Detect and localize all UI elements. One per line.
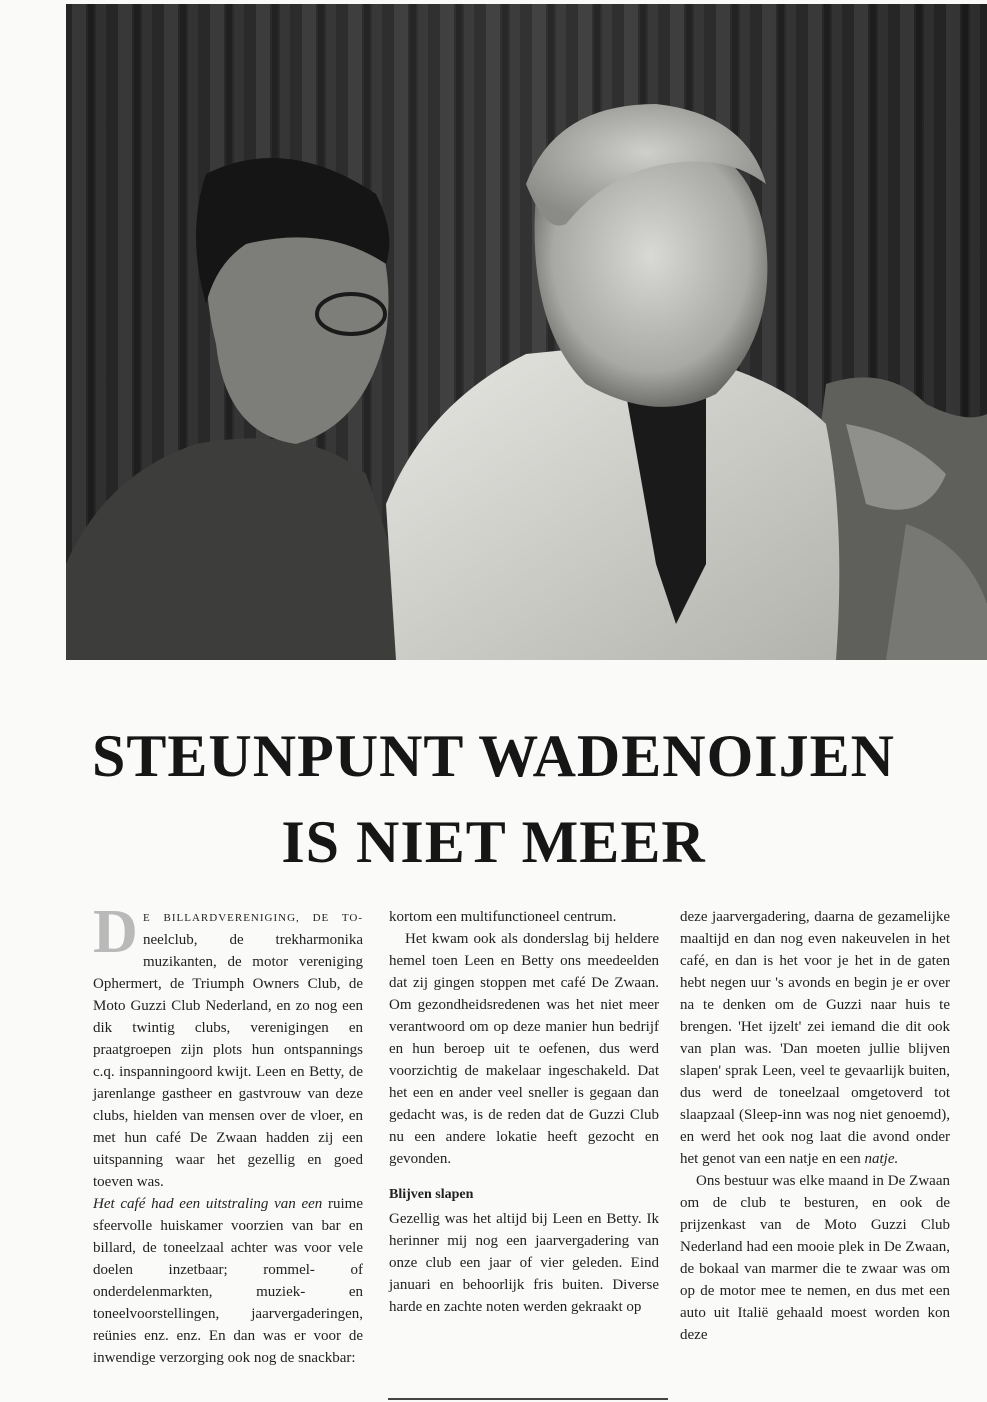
article-column-1 [93, 898, 363, 1369]
photo-of-couple-icon [66, 4, 987, 660]
title-line-2: IS NIET MEER [281, 809, 706, 876]
italic-end: natje. [864, 1151, 899, 1167]
divider [388, 1398, 668, 1400]
title-line-1: STEUNPUNT WADENOIJEN [92, 723, 895, 790]
article-column-3 [680, 906, 950, 1346]
article-column-2 [389, 906, 659, 1318]
header-photo [66, 4, 987, 660]
paragraph-text: ruime sfeervolle huiskamer voorzien van bar en billard, de toneelzaal achter was voor vele doelen inzetbaar; rommel- of onderdelenmarkten, muziek- en toneelvoorstellingen, jaarvergaderingen, reünies enz. enz. En dan was er voor de inwendige verzorging ook nog de snackbar: [93, 1196, 363, 1366]
paragraph: Het kwam ook als donderslag bij heldere hemel toen Leen en Betty ons meedeelden dat zij gingen stoppen met café De Zwaan. Om gezondheidsredenen was het niet meer verantwoord om op deze manier hun bedrijf en hun beroep uit te oefenen, dus werd voorzichtig de makelaar ingeschakeld. Dat het een en ander veel sneller is gegaan dan gedacht was, is de reden dat de Guzzi Club nu een andere lokatie heeft gezocht en gevonden. [389, 931, 659, 1167]
lead-smallcaps: E BILLARDVERENIGING, DE TO- [143, 912, 363, 924]
paragraph: Gezellig was het altijd bij Leen en Betty. Ik herinner mij nog een jaarvergadering van onze club een jaar of vier geleden. Eind januari en behoorlijk fris buiten. Diverse harde en zachte noten werden gekraakt op [389, 1211, 659, 1315]
page-title [0, 721, 987, 877]
paragraph-text: deze jaarvergadering, daarna de gezamelijke maaltijd en dan nog even nakeuvelen in het café, en dan is het voor je het in de gaten hebt negen uur 's avonds en begin je er over na te denken om de Guzzi naar huis te brengen. 'Het ijzelt' zei iemand die dit ook van plan was. 'Dan moeten jullie blijven slapen' sprak Leen, veel te gevaarlijk buiten, dus werd de toneelzaal omgetoverd tot slaapzaal (Sleep-inn was nog niet genoemd), en werd het ook nog laat die avond onder het genot van een natje en een [680, 909, 950, 1167]
paragraph: kortom een multifunctioneel centrum. [389, 909, 617, 925]
paragraph: Ons bestuur was elke maand in De Zwaan om de club te besturen, en ook de prijzenkast van de Moto Guzzi Club Nederland had een mooie plek in De Zwaan, de bokaal van marmer die te zwaar was om op de motor mee te nemen, en dus met een auto uit Italië gehaald moest worden kon deze [680, 1173, 950, 1343]
drop-cap: D [93, 898, 138, 966]
italic-lead: Het café had een uitstraling van een [93, 1196, 323, 1212]
paragraph [93, 898, 363, 1193]
paragraph [680, 906, 950, 1170]
paragraph-text: neelclub, de trekharmonika muzikanten, de motor vereniging Ophermert, de Triumph Owners Club, de Moto Guzzi Club Nederland, en zo nog een dik twintig clubs, verenigingen en praatgroepen zijn plots hun ontspannings c.q. inspanningoord kwijt. Leen en Betty, de jarenlange gastheer en gastvrouw van deze clubs, hielden van mensen over de vloer, en met hun café De Zwaan hadden zij een uitspanning waar het gezellig en goed toeven was. [93, 932, 363, 1190]
paragraph [93, 1193, 363, 1369]
section-subheading: Blijven slapen [389, 1187, 474, 1202]
